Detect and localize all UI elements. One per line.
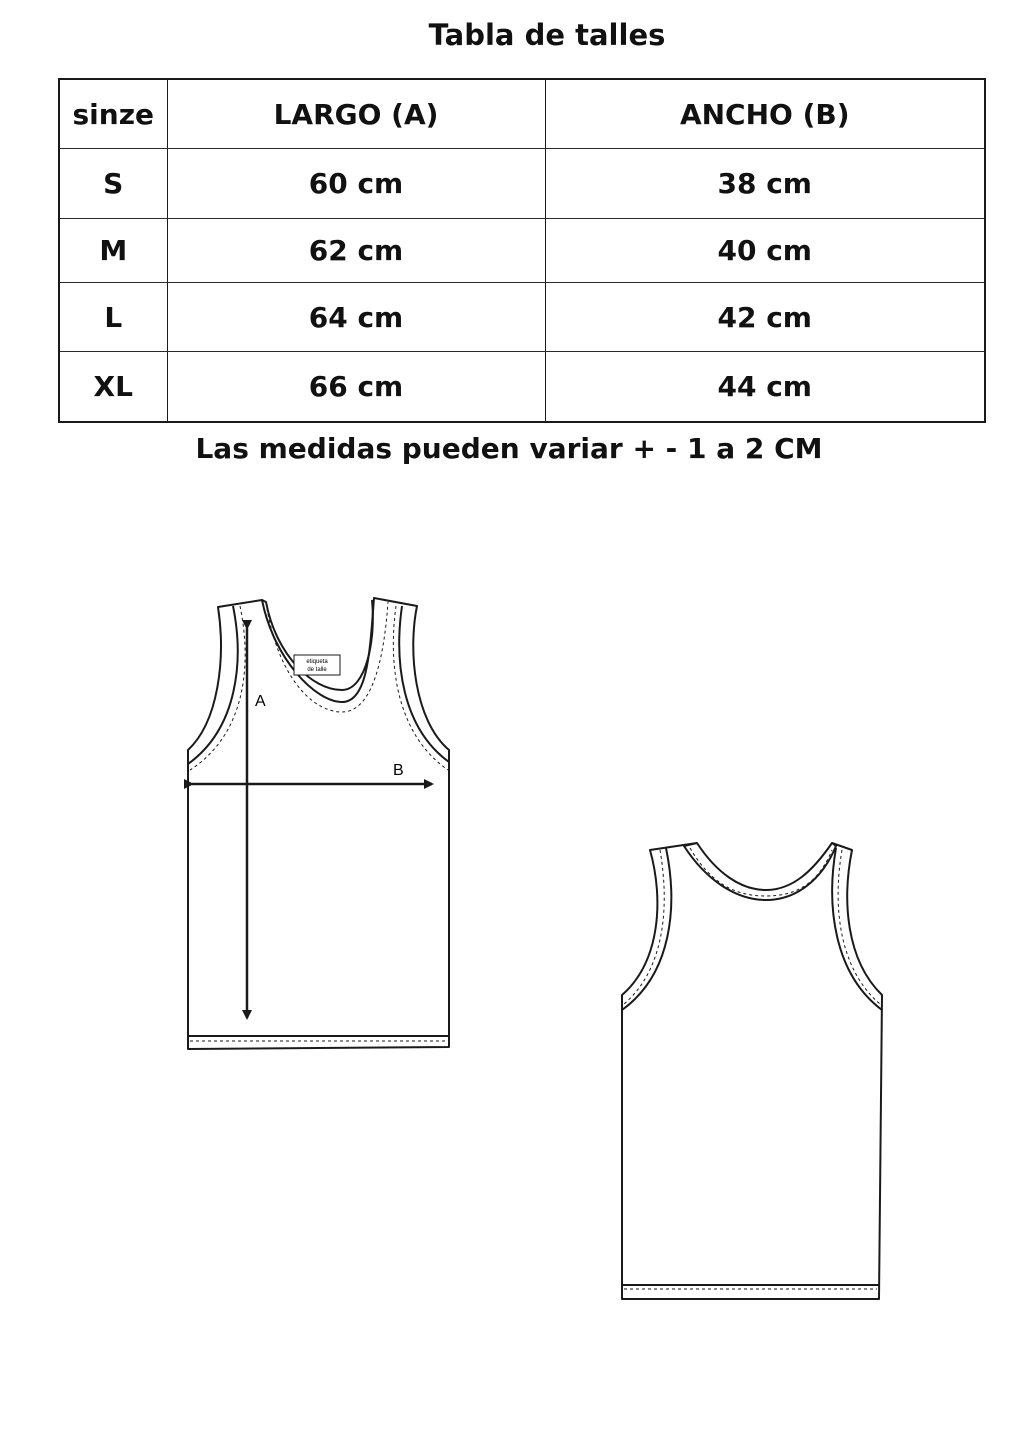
- size-tag-line1: etiqueta: [306, 659, 328, 665]
- cell-size: L: [59, 283, 167, 352]
- cell-size: XL: [59, 352, 167, 423]
- cell-ancho: 38 cm: [545, 149, 985, 219]
- cell-largo: 62 cm: [167, 219, 545, 283]
- header-ancho: ANCHO (B): [545, 79, 985, 149]
- cell-ancho: 42 cm: [545, 283, 985, 352]
- back-tank-top-drawing: [622, 843, 882, 1299]
- header-largo: LARGO (A): [167, 79, 545, 149]
- page-title: Tabla de talles: [428, 18, 666, 52]
- cell-largo: 64 cm: [167, 283, 545, 352]
- label-a: A: [255, 693, 266, 710]
- size-tag-line2: de talle: [307, 667, 327, 673]
- label-b: B: [393, 762, 404, 779]
- cell-size: S: [59, 149, 167, 219]
- cell-ancho: 40 cm: [545, 219, 985, 283]
- cell-largo: 66 cm: [167, 352, 545, 423]
- cell-size: M: [59, 219, 167, 283]
- header-size: sinze: [59, 79, 167, 149]
- cell-largo: 60 cm: [167, 149, 545, 219]
- cell-ancho: 44 cm: [545, 352, 985, 423]
- measurement-note: Las medidas pueden variar + - 1 a 2 CM: [195, 432, 823, 465]
